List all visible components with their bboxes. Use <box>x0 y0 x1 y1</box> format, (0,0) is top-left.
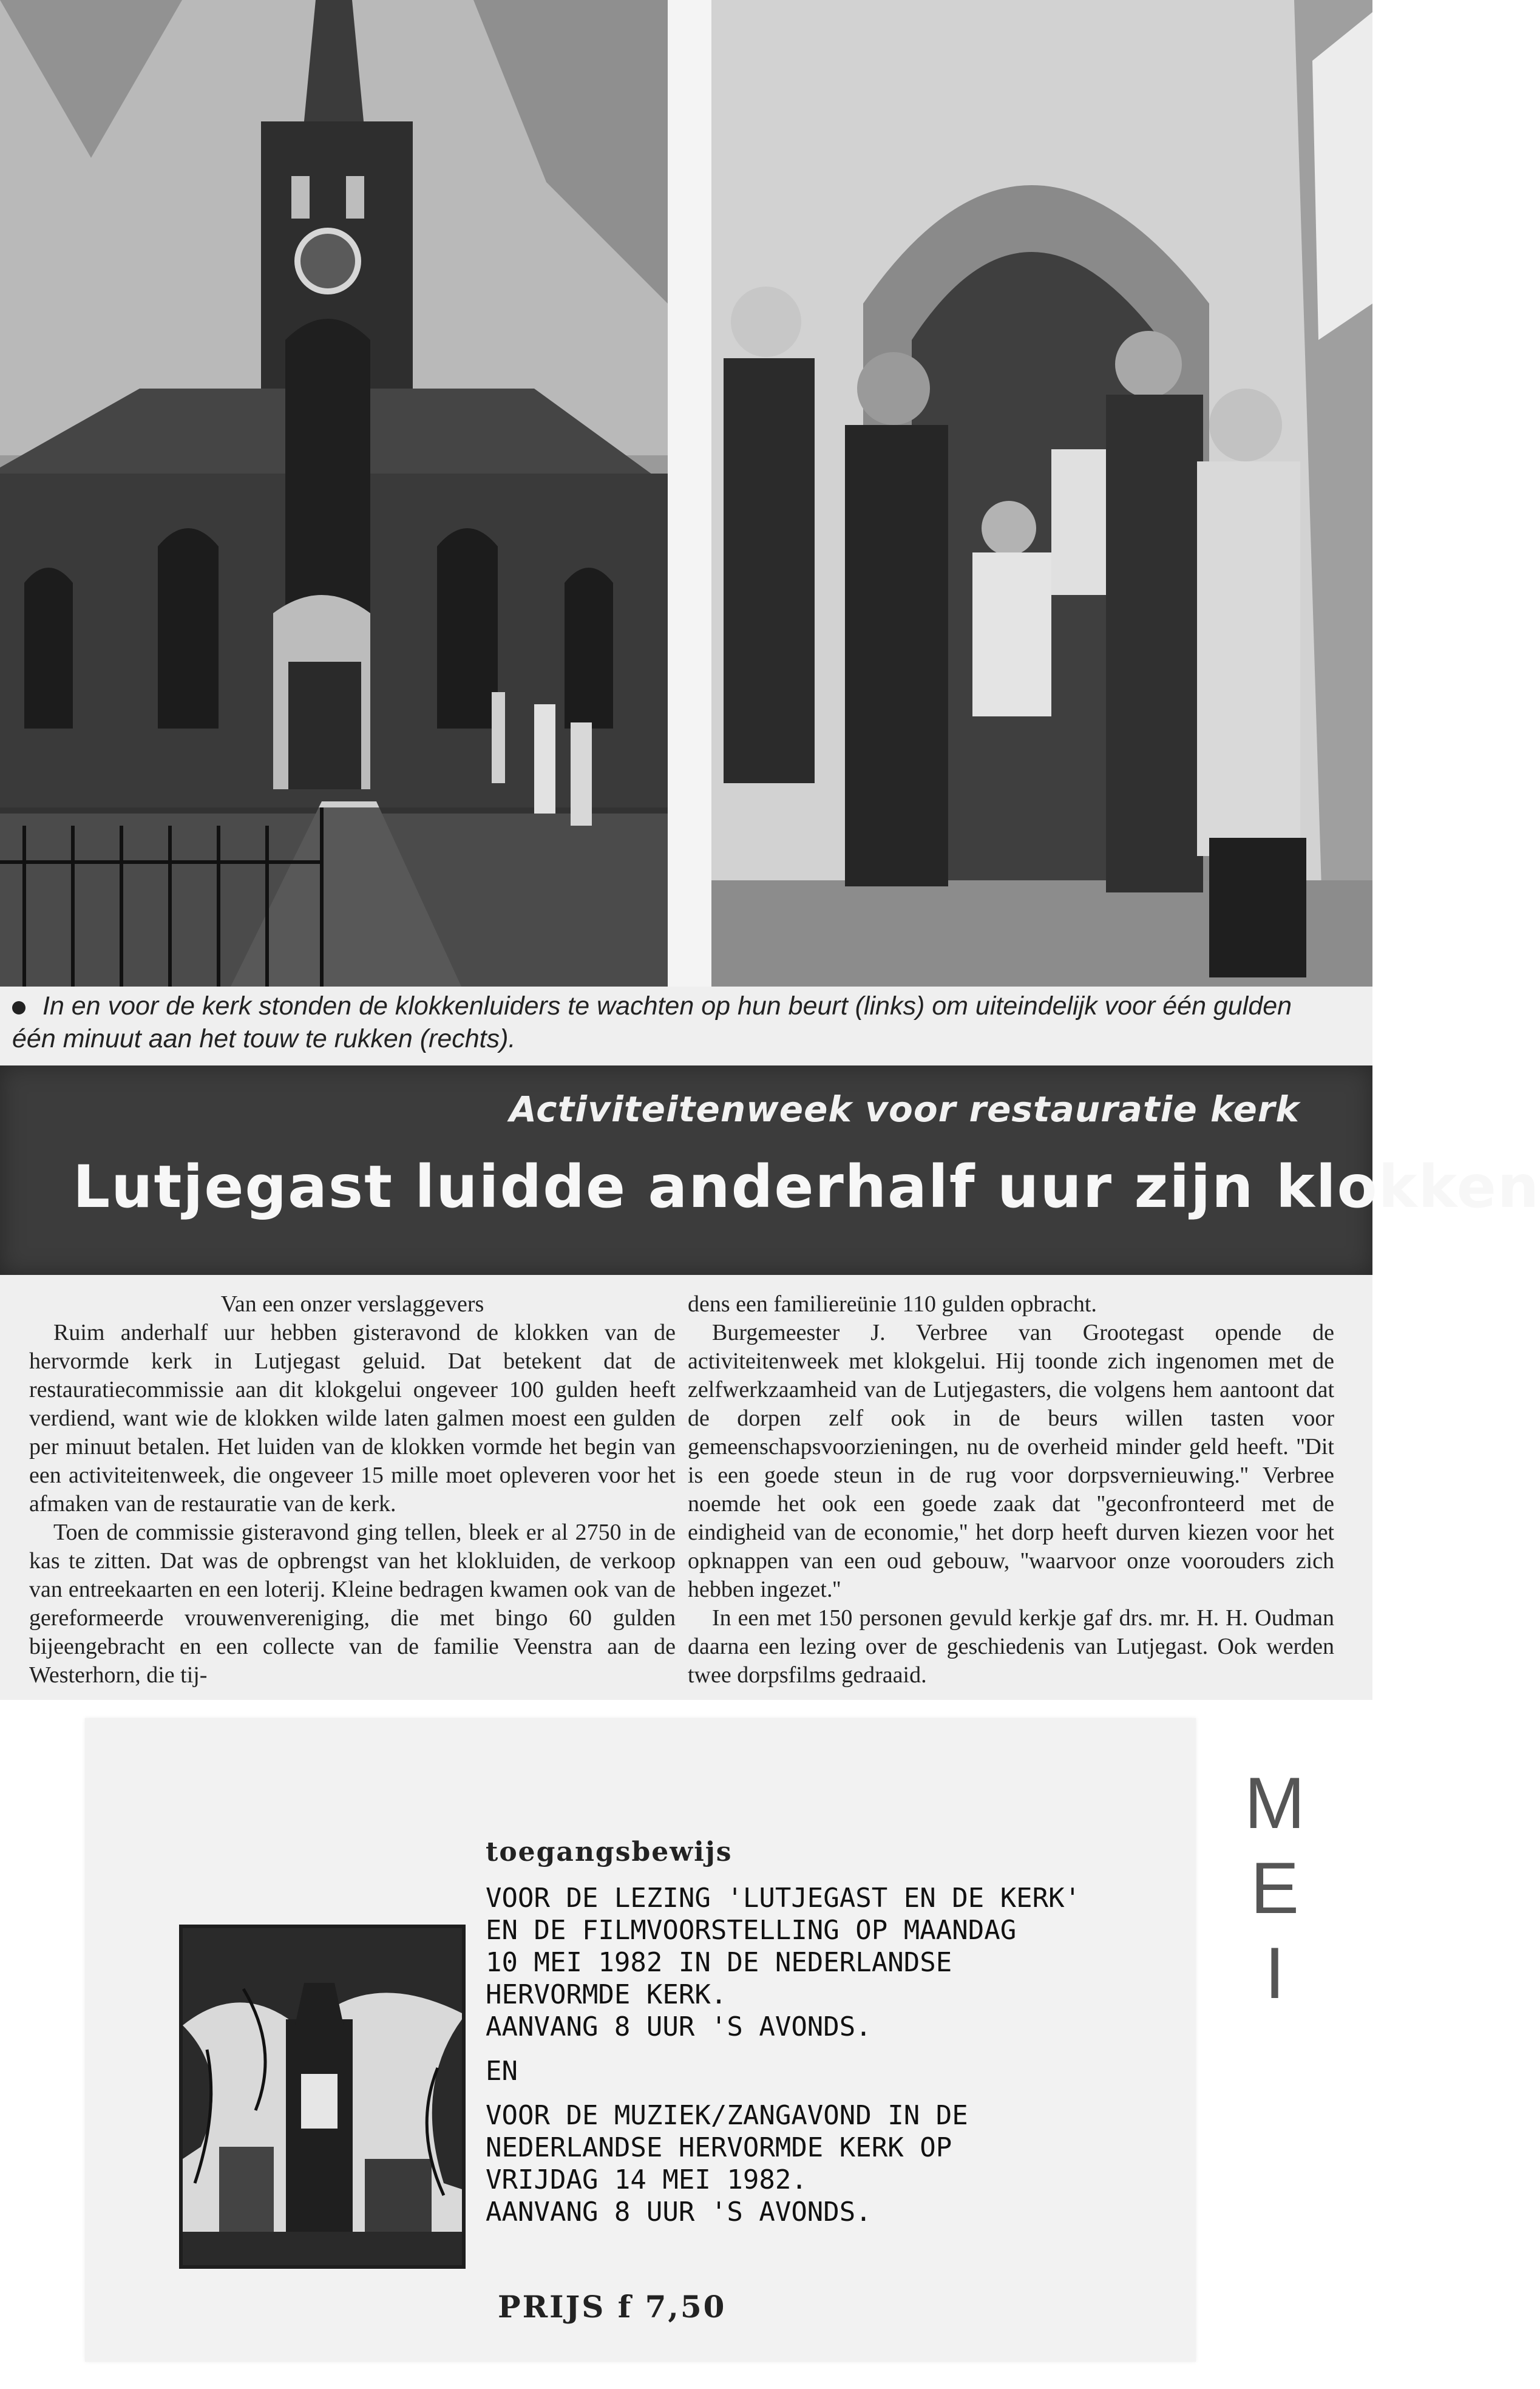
paragraph: dens een familiereünie 110 gulden opbracht. <box>688 1291 1097 1317</box>
church-woodcut-emblem <box>179 1925 466 2269</box>
headline: Lutjegast luidde anderhalf uur zijn klokken <box>73 1153 1540 1221</box>
bullet-icon <box>12 1001 25 1014</box>
ticket-price: PRIJS f 7,50 <box>498 2289 727 2325</box>
kicker: Activiteitenweek voor restauratie kerk <box>509 1089 1300 1130</box>
ticket-line: VOOR DE MUZIEK/ZANGAVOND IN DE <box>486 2100 968 2131</box>
caption-line-1: In en voor de kerk stonden de klokkenluiders te wachten op hun beurt (links) om uiteindelijk voor één gulden <box>42 991 1292 1021</box>
headline-banner <box>0 1065 1540 1275</box>
ticket-conjunction: EN <box>486 2056 518 2087</box>
ticket-line: AANVANG 8 UUR 'S AVONDS. <box>486 2011 872 2042</box>
paragraph: In een met 150 personen gevuld kerkje gaf drs. mr. H. H. Oudman daarna een lezing over de geschiedenis van Lutjegast. Ook werden twee dorpsfilms gedraaid. <box>688 1605 1334 1688</box>
ticket-line: EN DE FILMVOORSTELLING OP MAANDAG <box>486 1915 1017 1946</box>
ticket-line: AANVANG 8 UUR 'S AVONDS. <box>486 2197 872 2228</box>
handwritten-note <box>1232 1761 1317 2016</box>
caption-line-2: één minuut aan het touw te rukken (rechts). <box>12 1024 516 1053</box>
article-column-right <box>688 1290 1334 1690</box>
admission-ticket <box>85 1718 1196 2362</box>
photo-caption <box>12 990 1360 1055</box>
ticket-title: toegangsbewijs <box>486 1837 733 1867</box>
byline: Van een onzer verslaggevers <box>220 1291 484 1317</box>
ticket-line: VOOR DE LEZING 'LUTJEGAST EN DE KERK' <box>486 1883 1081 1914</box>
ticket-line: HERVORMDE KERK. <box>486 1979 727 2010</box>
paragraph: Toen de commissie gisteravond ging tellen, bleek er al 2750 in de kas te zitten. Dat was de opbrengst van het klokluiden, de verkoop van entreekaarten en een loterij. Kleine bedragen kwamen ook van de gereformeerde vrouwenvereniging, die met bingo 60 gulden bijeengebracht en een collecte van de familie Veenstra aan de Westerhorn, die tij- <box>29 1520 676 1688</box>
handwritten-letter: M <box>1244 1762 1305 1844</box>
handwritten-letter: E <box>1250 1847 1300 1929</box>
paragraph: Burgemeester J. Verbree van Grootegast opende de activiteitenweek met klokgelui. Hij toonde zich ingenomen met de zelfwerkzaamheid van de Lutjegasters, die volgens hem aantoont dat de dorpen zelf ook in de beurs willen tasten voor gemeenschapsvoorzieningen, nu de overheid minder geld heeft. ''Dit is een goede steun in de rug voor dorpsvernieuwing.'' Verbree noemde het ook een goede zaak dat ''geconfronteerd met de eindigheid van de economie,'' het dorp heeft durven kiezen voor het opknappen van een oud gebouw, ''waarvoor onze voorouders zich hebben ingezet.'' <box>688 1320 1334 1602</box>
article-body <box>29 1290 1334 1688</box>
ticket-line: VRIJDAG 14 MEI 1982. <box>486 2164 807 2195</box>
paragraph: Ruim anderhalf uur hebben gisteravond de klokken van de hervormde kerk in Lutjegast geluid. Dat betekent dat de restauratiecommissie aan dit klokgelui ongeveer 100 gulden heeft verdiend, want wie de klokken wilde laten galmen moest een gulden per minuut betalen. Het luiden van de klokken vormde het begin van een activiteitenweek, die ongeveer 15 mille moet opleveren voor het afmaken van de restauratie van de kerk. <box>29 1320 676 1517</box>
church-exterior-photo <box>0 0 668 987</box>
ticket-details <box>486 1882 1153 2228</box>
article-column-left <box>29 1290 676 1690</box>
bell-ringers-photo <box>711 0 1372 987</box>
ticket-line: 10 MEI 1982 IN DE NEDERLANDSE <box>486 1947 952 1978</box>
handwritten-letter: I <box>1264 1932 1285 2014</box>
ticket-line: NEDERLANDSE HERVORMDE KERK OP <box>486 2132 952 2163</box>
photo-separator <box>668 0 711 987</box>
